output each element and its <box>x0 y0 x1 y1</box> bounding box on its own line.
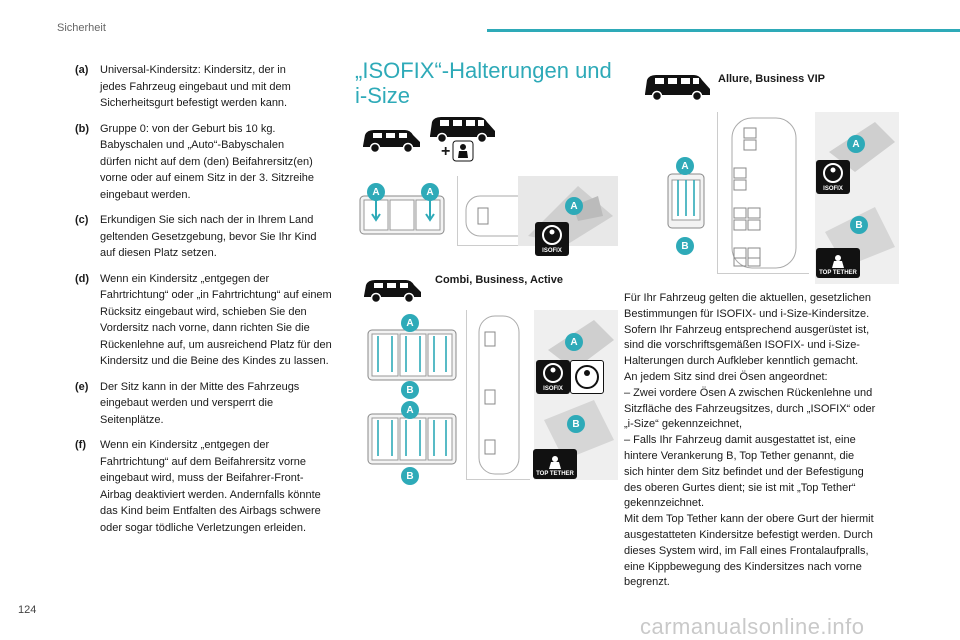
body-line: – Zwei vordere Ösen A zwischen Rückenlehne und <box>624 386 873 399</box>
note-line: Wenn ein Kindersitz „entgegen der <box>100 272 270 285</box>
body-line: begrenzt. <box>624 576 670 589</box>
isofix-text: ISOFIX <box>823 186 843 192</box>
note-text <box>100 271 340 370</box>
anchor-marker-b: B <box>567 415 585 433</box>
isofix-text: ISOFIX <box>543 386 563 392</box>
child-seat-icon <box>571 361 605 395</box>
note-line: Universal-Kindersitz: Kindersitz, der in <box>100 64 286 76</box>
note-line: Vordersitz nach vorne, dann richten Sie die <box>100 322 310 334</box>
isofix-label-badge <box>535 222 569 256</box>
body-line: Sitzfläche des Fahrzeugsitzes, durch „ISOFIX“ oder <box>624 402 876 415</box>
anchor-marker-a: A <box>565 197 583 215</box>
body-line: des oberen Gurtes dient; sie ist mit „Top Tether“ <box>624 481 856 494</box>
isofix-description <box>624 291 914 591</box>
note-line: eingebaut werden. <box>100 188 191 201</box>
footnotes-column <box>75 62 340 545</box>
note-text <box>100 437 340 536</box>
anchor-marker-a: A <box>401 401 419 419</box>
anchor-marker-b: B <box>676 237 694 255</box>
note-key: (e) <box>75 380 89 393</box>
note-line: Gruppe 0: von der Geburt bis 10 kg. <box>100 122 276 135</box>
body-line: ausgestatteten Kindersitze befestigt werden. Durch <box>624 528 873 541</box>
top-tether-text: TOP TETHER <box>819 270 857 276</box>
note-line: eingebaut wird, muss der Beifahrer-Front- <box>100 472 304 484</box>
note-c <box>75 212 340 262</box>
section-title-line: i-Size <box>355 83 411 108</box>
van-compact-icon <box>361 276 423 304</box>
note-key: (a) <box>75 64 89 76</box>
anchor-marker-a: A <box>421 183 439 201</box>
body-line: gekennzeichnet. <box>624 497 705 510</box>
top-tether-text: TOP TETHER <box>536 471 574 477</box>
body-line: Sofern Ihr Fahrzeug entsprechend ausgerüstet ist, <box>624 323 870 336</box>
body-line: „i-Size“ gekennzeichnet, <box>624 418 743 431</box>
body-line: An jedem Sitz sind drei Ösen angeordnet: <box>624 370 828 383</box>
anchor-marker-b: B <box>401 467 419 485</box>
note-e <box>75 379 340 429</box>
note-line: Babyschalen und „Auto“-Babyschalen <box>100 139 285 151</box>
section-title-line: „ISOFIX“-Halterungen und <box>355 58 612 83</box>
running-header: Sicherheit <box>57 22 106 34</box>
section-title <box>355 58 615 108</box>
anchor-marker-a: A <box>847 135 865 153</box>
anchor-marker-b: B <box>850 216 868 234</box>
note-line: eingebaut werden und versperrt die <box>100 397 274 409</box>
note-d <box>75 271 340 370</box>
plus-sign: + <box>441 143 451 160</box>
note-line: dürfen nicht auf dem (den) Beifahrersitz(en) <box>100 155 313 168</box>
note-text <box>100 121 340 204</box>
caption-allure: Allure, Business VIP <box>718 73 825 85</box>
anchor-marker-a: A <box>565 333 583 351</box>
page-number: 124 <box>18 604 37 616</box>
caption-combi: Combi, Business, Active <box>435 274 563 286</box>
body-line: eine Kippbewegung des Kindersitzes nach vorne <box>624 560 862 573</box>
note-line: Sicherheitsgurt befestigt werden kann. <box>100 97 288 109</box>
anchor-marker-a: A <box>676 157 694 175</box>
isize-label-badge <box>570 360 604 394</box>
isofix-text: ISOFIX <box>542 248 562 254</box>
body-line: hintere Verankerung B, Top Tether genannt, die <box>624 449 855 462</box>
note-line: Rücksitz eingebaut wird, schieben Sie den <box>100 305 307 318</box>
header-rule <box>487 29 960 32</box>
note-f <box>75 437 340 536</box>
note-text <box>100 212 340 262</box>
note-line: oder sogar tödliche Verletzungen erleiden. <box>100 521 307 534</box>
isofix-label-badge <box>536 360 570 394</box>
top-tether-label-badge <box>816 248 860 278</box>
note-key: (c) <box>75 214 89 226</box>
note-line: Airbag deaktiviert werden. Andernfalls könnte <box>100 488 321 501</box>
note-line: jedes Fahrzeug eingebaut und mit dem <box>100 80 291 93</box>
van-long-icon <box>642 72 712 102</box>
note-a <box>75 62 340 112</box>
note-line: geltenden Gesetzgebung, bevor Sie Ihr Kind <box>100 230 317 243</box>
note-line: Fahrtrichtung“ auf dem Beifahrersitz vorne <box>100 455 307 468</box>
note-text <box>100 62 340 112</box>
note-line: Rückenlehne auf, um ausreichend Platz für den <box>100 338 332 351</box>
note-line: vorne oder auf einem Sitz in der 3. Sitzreihe <box>100 172 315 184</box>
body-line: Mit dem Top Tether kann der obere Gurt der hiermit <box>624 513 874 526</box>
anchor-marker-a: A <box>401 314 419 332</box>
body-line: Für Ihr Fahrzeug gelten die aktuellen, gesetzlichen <box>624 292 872 304</box>
body-line: sich hinter dem Sitz befindet und der Befestigung <box>624 465 864 478</box>
rear-bench-diagram <box>366 326 458 386</box>
body-line: Bestimmungen für ISOFIX- und i-Size-Kindersitze. <box>624 307 870 320</box>
child-seat-icon <box>452 140 474 162</box>
car-topview-thumbnail <box>466 310 530 480</box>
note-line: auf diesen Platz setzen. <box>100 247 217 259</box>
note-text <box>100 379 340 429</box>
note-line: Wenn ein Kindersitz „entgegen der <box>100 439 270 451</box>
car-topview-thumbnail <box>717 112 809 274</box>
van-compact-icon <box>360 126 422 154</box>
body-line: dieses System wird, im Fall eines Frontalaufpralls, <box>624 544 869 557</box>
body-line: sind die vorschriftsgemäßen ISOFIX- und i-Size- <box>624 339 860 352</box>
note-line: Erkundigen Sie sich nach der in Ihrem Land <box>100 214 314 226</box>
body-line: Halterungen durch Aufkleber kenntlich gemacht. <box>624 355 859 368</box>
note-key: (b) <box>75 122 90 135</box>
body-line: – Falls Ihr Fahrzeug damit ausgestattet ist, eine <box>624 434 856 447</box>
note-line: Seitenplätze. <box>100 413 164 426</box>
anchor-marker-b: B <box>401 381 419 399</box>
anchor-marker-a: A <box>367 183 385 201</box>
top-tether-label-badge <box>533 449 577 479</box>
note-key: (d) <box>75 272 90 285</box>
isofix-label-badge <box>816 160 850 194</box>
note-line: Fahrtrichtung“ oder „in Fahrtrichtung“ auf einem <box>100 289 332 301</box>
rear-bench-diagram <box>366 410 458 470</box>
note-b <box>75 121 340 204</box>
watermark: carmanualsonline.info <box>640 614 865 639</box>
note-line: Der Sitz kann in der Mitte des Fahrzeugs <box>100 380 300 393</box>
note-line: das Kind beim Entfalten des Airbags schwere <box>100 505 321 517</box>
note-key: (f) <box>75 439 86 451</box>
note-line: Kindersitz und die Beine des Kindes zu lassen. <box>100 355 329 367</box>
single-seat-diagram <box>664 170 708 232</box>
